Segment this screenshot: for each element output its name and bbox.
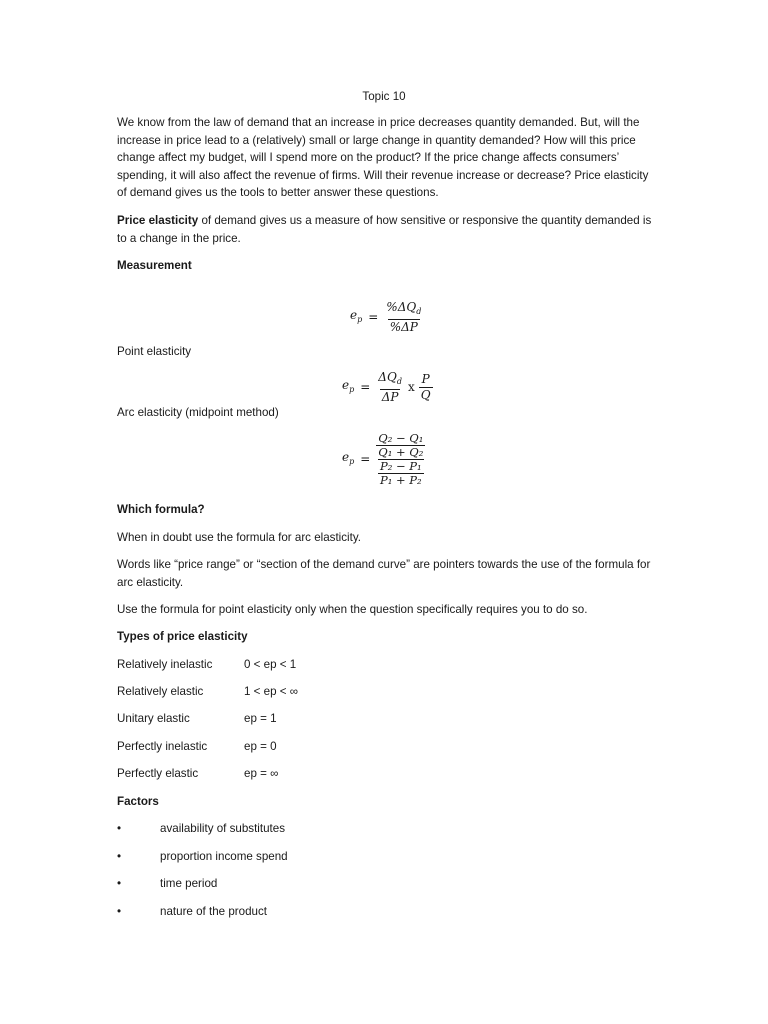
point-numerator-1: $\Delta Q_d$	[378, 370, 402, 386]
page-title: Topic 10	[362, 90, 406, 103]
types-heading: Types of price elasticity	[117, 630, 248, 643]
arc-quantity-numerator: Q₂ − Q₁	[378, 431, 424, 445]
bullet-icon: •	[117, 877, 122, 890]
list-item: availability of substitutes	[160, 822, 286, 835]
type-name: Unitary elastic	[117, 712, 190, 725]
formula-lhs: $e_p$	[342, 377, 355, 394]
point-elasticity-formula	[342, 370, 433, 405]
intro-paragraph: We know from the law of demand that an increase in price decreases quantity demanded. But, will the increase in price lead to a (relatively) small or large change in quantity demanded? How will this price change affect my budget, will I spend more on the product? If the price change affects consumers’ spending, it will also affect the revenue of firms. Will their revenue increase or decrease? Price elasticity of demand gives us the tools to better answer these questions.	[117, 116, 649, 200]
type-name: Relatively inelastic	[117, 658, 213, 671]
which-formula-heading: Which formula?	[117, 503, 205, 516]
times-sign: x	[407, 379, 415, 394]
equals-sign: =	[360, 451, 371, 466]
factors-heading: Factors	[117, 795, 159, 808]
point-fraction-1	[376, 370, 404, 405]
point-elasticity-label: Point elasticity	[117, 345, 192, 358]
basic-fraction	[384, 300, 423, 335]
arc-quantity-denominator: Q₁ + Q₂	[378, 445, 424, 459]
equals-sign: =	[360, 379, 371, 394]
measurement-heading: Measurement	[117, 259, 192, 272]
arc-quantity-fraction	[376, 432, 425, 459]
arc-elasticity-formula	[342, 432, 425, 487]
bullet-icon: •	[117, 822, 122, 835]
bullet-icon: •	[117, 850, 122, 863]
list-item: time period	[160, 877, 218, 890]
type-name: Relatively elastic	[117, 685, 204, 698]
equals-sign: =	[368, 309, 379, 324]
formula-lhs: $e_p$	[350, 307, 363, 324]
arc-price-numerator: P₂ − P₁	[379, 459, 422, 473]
definition-paragraph	[117, 212, 652, 247]
basic-denominator: %ΔP	[389, 320, 418, 334]
type-value: ep = 1	[244, 712, 277, 725]
type-value: ep = ∞	[244, 767, 279, 780]
point-numerator-2: P	[421, 372, 430, 386]
point-denominator-1: ΔP	[381, 390, 399, 404]
which-paragraph-3: Use the formula for point elasticity only when the question specifically requires you to do so.	[117, 603, 588, 616]
basic-elasticity-formula	[350, 300, 423, 335]
type-value: ep = 0	[244, 740, 277, 753]
point-fraction-2	[419, 372, 433, 403]
which-paragraph-2: Words like “price range” or “section of the demand curve” are pointers towards the use of the formula for arc elasticity.	[117, 558, 651, 589]
type-value: 1 < ep < ∞	[244, 685, 299, 698]
definition-text: of demand gives us a measure of how sensitive or responsive the quantity demanded is to a change in the price.	[117, 214, 652, 245]
formula-lhs: $e_p$	[342, 449, 355, 466]
arc-elasticity-label: Arc elasticity (midpoint method)	[117, 406, 279, 419]
arc-price-denominator: P₁ + P₂	[379, 473, 422, 487]
arc-quantity-part	[376, 432, 425, 459]
arc-price-fraction	[378, 460, 424, 487]
arc-outer-fraction	[376, 432, 425, 487]
list-item: nature of the product	[160, 905, 267, 918]
definition-term: Price elasticity	[117, 214, 199, 227]
arc-price-part	[378, 459, 424, 487]
which-paragraph-1: When in doubt use the formula for arc elasticity.	[117, 531, 362, 544]
bullet-icon: •	[117, 905, 122, 918]
type-value: 0 < ep < 1	[244, 658, 297, 671]
list-item: proportion income spend	[160, 850, 288, 863]
type-name: Perfectly elastic	[117, 767, 199, 780]
point-denominator-2: Q	[420, 388, 431, 402]
type-name: Perfectly inelastic	[117, 740, 208, 753]
basic-numerator: $\%\Delta Q_d$	[386, 300, 422, 316]
